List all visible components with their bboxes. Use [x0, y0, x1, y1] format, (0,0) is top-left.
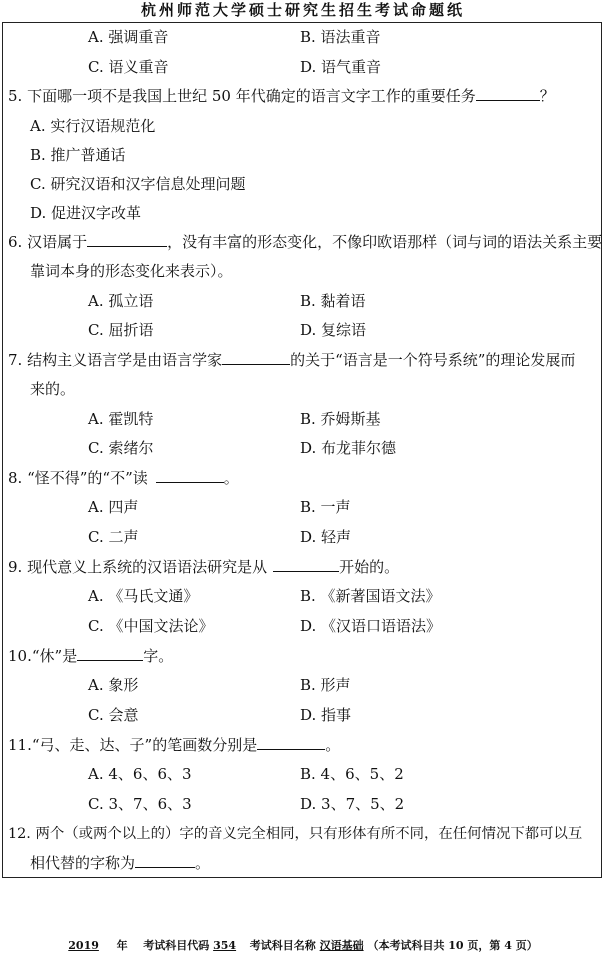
q8-option-d: D. 轻声 [300, 528, 352, 546]
q6-stem-line1 [8, 232, 602, 252]
q12-stem-part2: 相代替的字称为 [30, 854, 136, 872]
q10-option-b: B. 形声 [300, 676, 351, 694]
q6-option-d: D. 复综语 [300, 321, 367, 339]
q6-option-a: A. 孤立语 [88, 292, 154, 310]
q5-option-c: C. 研究汉语和汉字信息处理问题 [30, 175, 246, 193]
q9-option-c: C. 《中国文法论》 [88, 617, 214, 635]
exam-year: 2019 [68, 939, 99, 952]
q7-option-a: A. 霍凯特 [88, 410, 154, 428]
year-label: 年 [116, 939, 128, 952]
q7-option-b: B. 乔姆斯基 [300, 410, 381, 428]
q8-option-c: C. 二声 [88, 528, 139, 546]
q8-stem-part2: 。 [223, 469, 239, 487]
page-count: （本考试科目共 10 页，第 4 页） [367, 939, 538, 952]
q5-answer-blank [476, 86, 540, 101]
q4-option-c: C. 语义重音 [88, 58, 169, 76]
q6-answer-blank [87, 232, 167, 247]
q10-stem [8, 646, 173, 666]
q10-option-c: C. 会意 [88, 706, 139, 724]
q9-stem [8, 557, 399, 577]
q10-stem-part2: 字。 [143, 647, 174, 665]
q11-option-d: D. 3、7、5、2 [300, 795, 405, 813]
q9-answer-blank [273, 557, 339, 572]
subject-code: 354 [213, 939, 237, 952]
q5-option-b: B. 推广普通话 [30, 146, 126, 164]
subject-name: 汉语基础 [319, 939, 364, 952]
page-footer [0, 938, 606, 954]
q4-option-b: B. 语法重音 [300, 28, 381, 46]
q8-stem-part1: 8. “怪不得”的“不”读 [8, 469, 148, 487]
q6-stem-part2: ，没有丰富的形态变化，不像印欧语那样（词与词的语法关系主要 [167, 233, 603, 251]
q12-stem-line2 [30, 853, 210, 873]
q6-option-c: C. 屈折语 [88, 321, 154, 339]
q9-option-b: B. 《新著国语文法》 [300, 587, 441, 605]
q6-option-b: B. 黏着语 [300, 292, 366, 310]
q8-option-b: B. 一声 [300, 498, 351, 516]
q12-answer-blank [135, 853, 195, 868]
q4-option-d: D. 语气重音 [300, 58, 382, 76]
q11-stem [8, 735, 340, 755]
q7-option-c: C. 索绪尔 [88, 439, 154, 457]
q7-stem-line2: 来的。 [30, 380, 76, 398]
q5-option-d: D. 促进汉字改革 [30, 204, 142, 222]
q7-stem-line1 [8, 350, 575, 370]
q9-stem-part1: 9. 现代意义上系统的汉语语法研究是从 [8, 558, 268, 576]
q11-option-a: A. 4、6、6、3 [88, 765, 192, 783]
q5-stem-end: ？ [539, 87, 555, 105]
q7-option-d: D. 布龙菲尔德 [300, 439, 397, 457]
q6-stem-part1: 6. 汉语属于 [8, 233, 88, 251]
q6-stem-line2: 靠词本身的形态变化来表示）。 [30, 262, 233, 280]
q11-stem-part1: 11.“弓、走、达、子”的笔画数分别是 [8, 736, 258, 754]
q10-answer-blank [77, 646, 143, 661]
q7-stem-part1: 7. 结构主义语言学是由语言学家 [8, 351, 223, 369]
q12-stem-line1: 12. 两个（或两个以上的）字的音义完全相同，只有形体有所不同，在任何情况下都可以互 [8, 826, 583, 842]
q4-option-a: A. 强调重音 [88, 28, 169, 46]
q10-option-d: D. 指事 [300, 706, 352, 724]
q11-answer-blank [257, 735, 325, 750]
q12-stem-part3: 。 [195, 854, 211, 872]
q11-stem-part2: 。 [325, 736, 341, 754]
q10-option-a: A. 象形 [88, 676, 139, 694]
q11-option-b: B. 4、6、5、2 [300, 765, 404, 783]
q9-option-a: A. 《马氏文通》 [88, 587, 199, 605]
q8-answer-blank [156, 468, 224, 483]
q8-option-a: A. 四声 [88, 498, 139, 516]
q7-stem-part2: 的关于“语言是一个符号系统”的理论发展而 [290, 351, 576, 369]
q5-stem-text: 5. 下面哪一项不是我国上世纪 50 年代确定的语言文字工作的重要任务 [8, 87, 476, 105]
subject-code-label: 考试科目代码 [143, 939, 210, 952]
page-header: 杭州师范大学硕士研究生招生考试命题纸 [140, 1, 465, 19]
q9-option-d: D. 《汉语口语语法》 [300, 617, 442, 635]
q10-stem-part1: 10.“休”是 [8, 647, 78, 665]
q5-option-a: A. 实行汉语规范化 [30, 117, 156, 135]
q9-stem-part2: 开始的。 [339, 558, 400, 576]
q11-option-c: C. 3、7、6、3 [88, 795, 192, 813]
q8-stem [8, 468, 239, 488]
subject-name-label: 考试科目名称 [249, 939, 316, 952]
q5-stem [8, 86, 555, 106]
q7-answer-blank [222, 350, 290, 365]
